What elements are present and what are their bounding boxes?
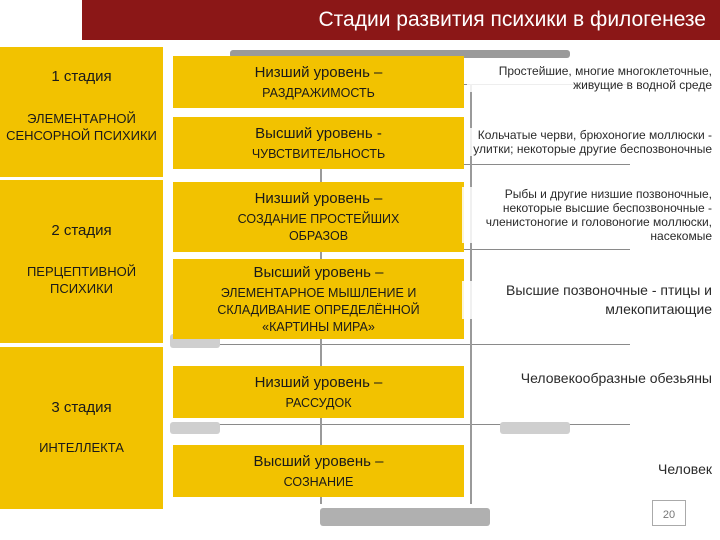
slide-title: Стадии развития психики в филогенезе xyxy=(318,8,706,31)
stage-3-number: 3 стадия xyxy=(51,399,112,416)
example-text: Кольчатые черви, брюхоногие моллюски - улитки; некоторые другие беспозвоночные xyxy=(467,128,712,156)
example-text: Человек xyxy=(592,460,712,479)
stage-3-box xyxy=(0,347,163,509)
level-heading: Высший уровень - xyxy=(255,124,382,142)
level-heading: Низший уровень – xyxy=(254,373,383,391)
tree-branch xyxy=(190,344,630,345)
example-text: Высшие позвоночные - птицы и млекопитающие xyxy=(462,281,712,319)
level-box xyxy=(173,117,464,169)
example-text: Человекообразные обезьяны xyxy=(512,369,712,388)
stage-2-box xyxy=(0,180,163,343)
level-heading: Низший уровень – xyxy=(254,190,383,207)
example-text: Простейшие, многие многоклеточные, живущие в водной среде xyxy=(467,64,712,92)
level-description: РАЗДРАЖИМОСТЬ xyxy=(262,85,375,100)
tree-root-block xyxy=(320,508,490,526)
title-bar xyxy=(82,0,720,40)
stage-3-name: ИНТЕЛЛЕКТА xyxy=(39,440,124,455)
level-description: СОЗДАНИЕ ПРОСТЕЙШИХ ОБРАЗОВ xyxy=(237,212,400,243)
example-text: Рыбы и другие низшие позвоночные, некоторые высшие беспозвоночные - членистоногие и головоногие моллюски, насекомые xyxy=(462,187,712,243)
level-description: ЭЛЕМЕНТАРНОЕ МЫШЛЕНИЕ И СКЛАДИВАНИЕ ОПРЕДЕЛЁННОЙ «КАРТИНЫ МИРА» xyxy=(217,285,420,334)
stage-1-box xyxy=(0,47,163,177)
header-left-strip xyxy=(0,0,82,40)
level-box xyxy=(173,445,464,497)
level-description: СОЗНАНИЕ xyxy=(283,474,354,489)
level-box xyxy=(173,259,464,339)
page-number: 20 xyxy=(652,500,686,526)
level-box xyxy=(173,366,464,418)
level-heading: Высший уровень – xyxy=(253,452,384,470)
level-box xyxy=(173,56,464,108)
stage-2-number: 2 стадия xyxy=(51,222,112,239)
stage-1-name: ЭЛЕМЕНТАРНОЙ СЕНСОРНОЙ ПСИХИКИ xyxy=(6,111,157,143)
level-description: ЧУВСТВИТЕЛЬНОСТЬ xyxy=(251,146,386,161)
stage-2-name: ПЕРЦЕПТИВНОЙ ПСИХИКИ xyxy=(26,264,137,296)
level-heading: Низший уровень – xyxy=(254,63,383,81)
tree-label-block xyxy=(500,422,570,434)
tree-label-block xyxy=(170,422,220,434)
stage-1-number: 1 стадия xyxy=(51,68,112,85)
level-box xyxy=(173,182,464,252)
level-heading: Высший уровень – xyxy=(253,263,384,281)
level-description: РАССУДОК xyxy=(285,395,352,410)
